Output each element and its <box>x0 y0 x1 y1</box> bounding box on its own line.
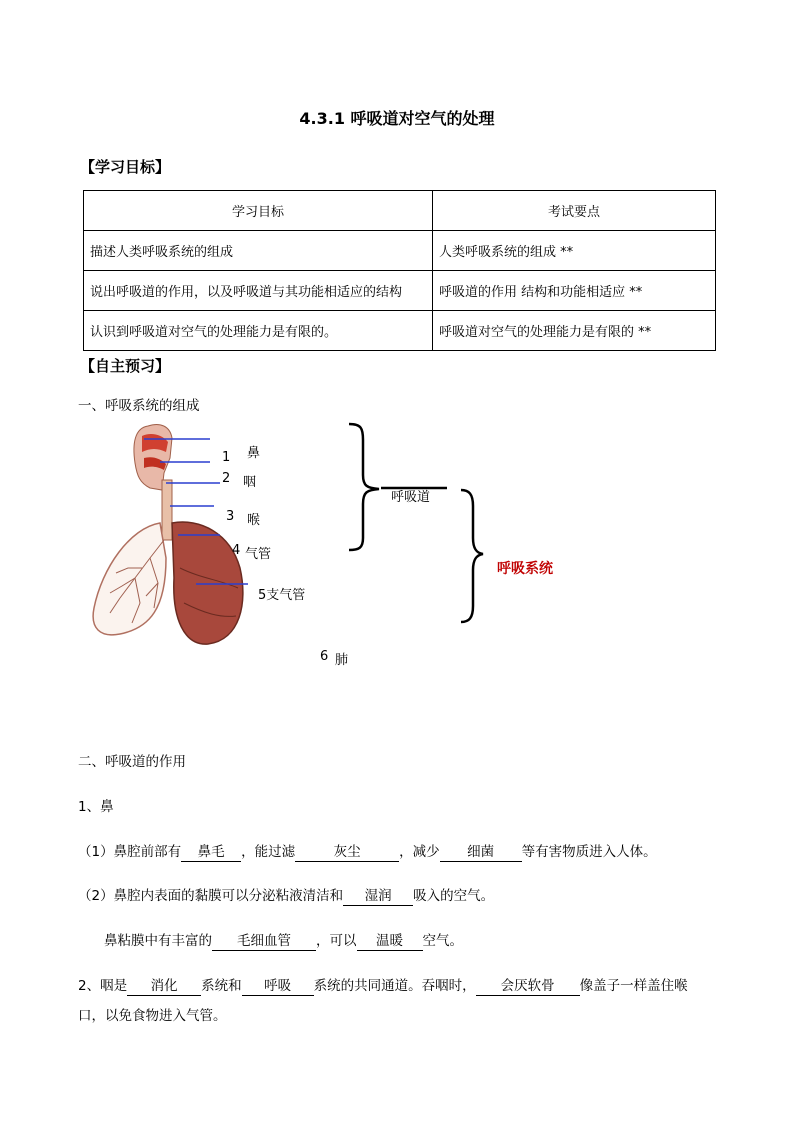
label-lung: 肺 <box>335 653 349 668</box>
label-trachea: 气管 <box>245 547 272 562</box>
respiratory-system-label: 呼吸系统 <box>497 561 553 577</box>
label-pharynx: 咽 <box>243 475 257 490</box>
paragraph-nose-hair: （1）鼻腔前部有 鼻毛 ，能过滤 灰尘 ，减少 细菌 等有害物质进入人体。 <box>78 844 657 860</box>
table-cell: 认识到呼吸道对空气的处理能力是有限的。 <box>84 311 433 351</box>
paragraph-pharynx: 2、咽是 消化 系统和 呼吸 系统的共同通道。吞咽时， 会厌软骨 像盖子一样盖住喉 <box>78 978 688 994</box>
fill-blank: 会厌软骨 <box>476 977 580 996</box>
grouping-braces <box>345 420 495 630</box>
label-bronchi: 5支气管 <box>258 588 306 603</box>
section-heading-goals: 【学习目标】 <box>80 158 171 176</box>
label-number-4: 4 <box>232 543 241 558</box>
table-header-row <box>84 191 716 231</box>
table-cell: 人类呼吸系统的组成 ** <box>433 231 716 271</box>
fill-blank: 湿润 <box>343 887 413 906</box>
table-cell: 描述人类呼吸系统的组成 <box>84 231 433 271</box>
part2-heading: 二、呼吸道的作用 <box>78 754 186 770</box>
goals-table <box>83 190 716 351</box>
table-cell: 呼吸道对空气的处理能力是有限的 ** <box>433 311 716 351</box>
section-heading-preview: 【自主预习】 <box>80 357 171 375</box>
label-number-3: 3 <box>226 509 235 524</box>
fill-blank: 毛细血管 <box>212 932 316 951</box>
fill-blank: 消化 <box>127 977 201 996</box>
fill-blank: 呼吸 <box>242 977 314 996</box>
label-number-1: 1 <box>222 450 231 465</box>
fill-blank: 鼻毛 <box>181 843 241 862</box>
paragraph-capillaries: 鼻粘膜中有丰富的 毛细血管 ，可以 温暖 空气。 <box>104 933 463 949</box>
respiratory-tract-label: 呼吸道 <box>391 490 431 505</box>
fill-blank: 温暖 <box>357 932 423 951</box>
label-nose: 鼻 <box>247 446 261 461</box>
paragraph-mucosa: （2）鼻腔内表面的黏膜可以分泌粘液清洁和 湿润 吸入的空气。 <box>78 888 495 904</box>
table-header: 学习目标 <box>84 191 433 231</box>
table-row <box>84 271 716 311</box>
table-cell: 呼吸道的作用 结构和功能相适应 ** <box>433 271 716 311</box>
fill-blank: 细菌 <box>440 843 522 862</box>
nose-heading: 1、鼻 <box>78 799 114 815</box>
page-title: 4.3.1 呼吸道对空气的处理 <box>299 109 495 128</box>
label-larynx: 喉 <box>247 513 261 528</box>
table-row <box>84 311 716 351</box>
label-number-2: 2 <box>222 471 231 486</box>
table-row <box>84 231 716 271</box>
label-number-6: 6 <box>320 649 329 664</box>
table-header: 考试要点 <box>433 191 716 231</box>
paragraph-pharynx-continued: 口，以免食物进入气管。 <box>78 1008 227 1024</box>
table-cell: 说出呼吸道的作用，以及呼吸道与其功能相适应的结构 <box>84 271 433 311</box>
part1-heading: 一、呼吸系统的组成 <box>78 398 200 414</box>
fill-blank: 灰尘 <box>295 843 399 862</box>
